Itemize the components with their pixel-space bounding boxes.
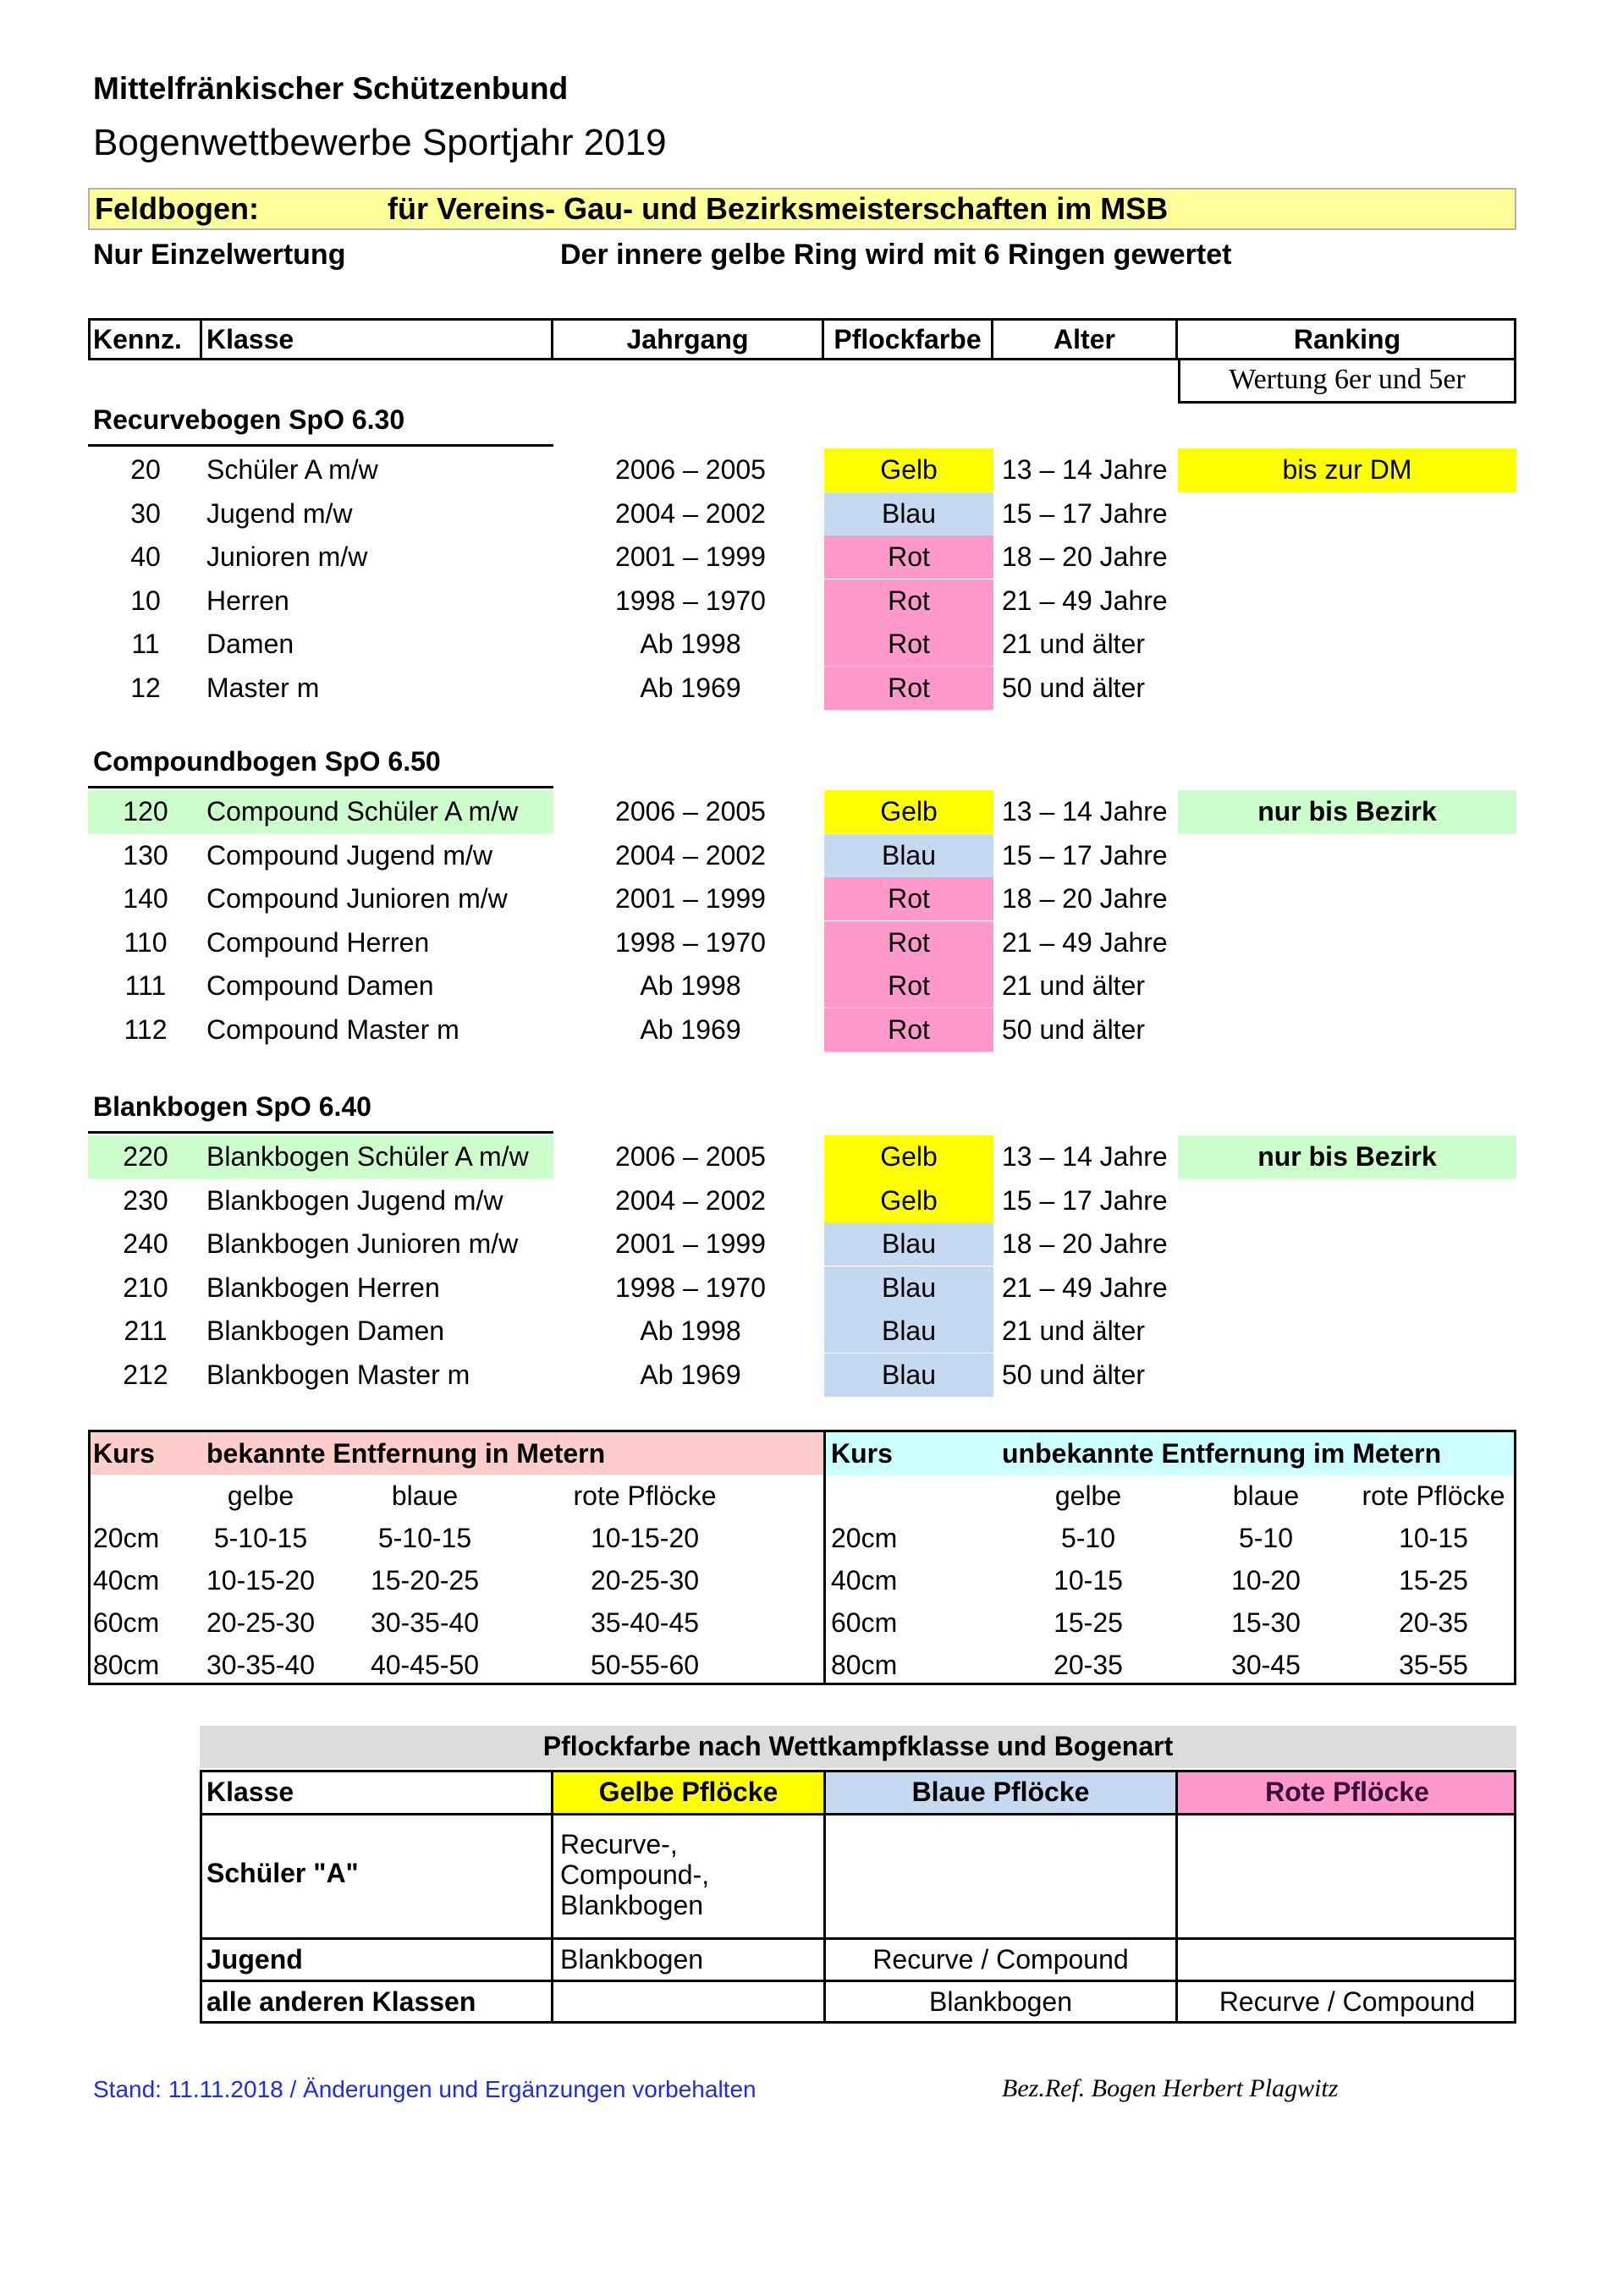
birth-years: Ab 1969 bbox=[640, 673, 741, 703]
pf-header-gelb: Gelbe Pflöcke bbox=[598, 1777, 778, 1807]
header-alter: Alter bbox=[1054, 324, 1115, 354]
distance-value: 5-10-15 bbox=[377, 1523, 472, 1553]
document-title: Bogenwettbewerbe Sportjahr 2019 bbox=[93, 122, 667, 163]
pf-row-rot: Recurve / Compound bbox=[1219, 1986, 1476, 2017]
class-name: Compound Jugend m/w bbox=[206, 840, 492, 871]
header-klasse: Klasse bbox=[206, 324, 294, 354]
birth-years: 2006 – 2005 bbox=[615, 454, 766, 485]
header-kennz: Kennz. bbox=[93, 324, 182, 354]
table-row bbox=[0, 448, 1623, 492]
distance-value: 20-25-30 bbox=[590, 1565, 700, 1596]
pf-header-klasse: Klasse bbox=[206, 1777, 294, 1807]
kurs-col-header: blaue bbox=[391, 1480, 459, 1511]
kurs-title: bekannte Entfernung in Metern bbox=[206, 1438, 606, 1469]
age-range: 21 und älter bbox=[1002, 629, 1146, 659]
peg-color-cell: Blau bbox=[824, 1354, 993, 1397]
ranking-note: nur bis Bezirk bbox=[1178, 790, 1516, 833]
peg-color-cell: Rot bbox=[824, 964, 993, 1008]
target-size: 60cm bbox=[93, 1607, 160, 1638]
age-range: 50 und älter bbox=[1002, 1359, 1146, 1390]
peg-color-cell: Rot bbox=[824, 536, 993, 579]
birth-years: 2001 – 1999 bbox=[615, 883, 766, 914]
kurs-col-header: rote Pflöcke bbox=[1362, 1480, 1505, 1511]
class-code: 130 bbox=[123, 840, 168, 871]
class-code: 12 bbox=[130, 673, 161, 703]
class-name: Blankbogen Schüler A m/w bbox=[206, 1141, 529, 1172]
age-range: 21 und älter bbox=[1002, 1316, 1146, 1346]
ring-note: Der innere gelbe Ring wird mit 6 Ringen gewertet bbox=[560, 239, 1232, 271]
age-range: 15 – 17 Jahre bbox=[1002, 1185, 1168, 1216]
age-range: 18 – 20 Jahre bbox=[1002, 541, 1168, 572]
table-row bbox=[0, 834, 1623, 877]
target-size: 60cm bbox=[831, 1607, 898, 1638]
distance-value: 50-55-60 bbox=[590, 1650, 700, 1680]
distance-value: 30-35-40 bbox=[370, 1607, 480, 1638]
pflock-table-title: Pflockfarbe nach Wettkampfklasse und Bogenart bbox=[542, 1731, 1174, 1761]
birth-years: 2006 – 2005 bbox=[615, 1141, 766, 1172]
peg-color-cell: Gelb bbox=[824, 1135, 993, 1178]
peg-color-cell: Blau bbox=[824, 1222, 993, 1266]
target-size: 40cm bbox=[93, 1565, 160, 1596]
pf-col-divider bbox=[823, 1770, 826, 2024]
kurs-col-header: gelbe bbox=[227, 1480, 294, 1511]
distance-value: 10-20 bbox=[1231, 1565, 1301, 1596]
header-jahrgang: Jahrgang bbox=[626, 324, 749, 354]
kurs-label: Kurs bbox=[831, 1438, 893, 1469]
distance-value: 10-15 bbox=[1054, 1565, 1123, 1596]
birth-years: 1998 – 1970 bbox=[615, 927, 766, 958]
col-divider bbox=[200, 318, 202, 360]
distance-value: 30-45 bbox=[1231, 1650, 1301, 1680]
table-row bbox=[0, 623, 1623, 666]
section-title: Recurvebogen SpO 6.30 bbox=[93, 404, 405, 435]
distance-value: 20-25-30 bbox=[206, 1607, 316, 1638]
table-row bbox=[0, 536, 1623, 579]
table-row bbox=[0, 1008, 1623, 1052]
class-name: Jugend m/w bbox=[206, 498, 353, 529]
birth-years: 1998 – 1970 bbox=[615, 585, 766, 616]
header-pflockfarbe: Pflockfarbe bbox=[834, 324, 982, 354]
peg-color-cell: Rot bbox=[824, 1008, 993, 1052]
distance-value: 15-25 bbox=[1399, 1565, 1468, 1596]
class-name: Blankbogen Jugend m/w bbox=[206, 1185, 503, 1216]
pf-row-divider bbox=[200, 1813, 1516, 1815]
class-name: Compound Damen bbox=[206, 970, 434, 1001]
peg-color-cell: Gelb bbox=[824, 448, 993, 492]
class-code: 211 bbox=[124, 1316, 168, 1346]
table-row bbox=[0, 877, 1623, 920]
table-row bbox=[0, 1310, 1623, 1353]
age-range: 50 und älter bbox=[1002, 1014, 1146, 1045]
birth-years: 2001 – 1999 bbox=[615, 1228, 766, 1259]
distance-value: 5-10 bbox=[1060, 1523, 1116, 1553]
distance-value: 30-35-40 bbox=[206, 1650, 316, 1680]
pf-col-divider bbox=[551, 1770, 553, 2024]
kurs-label: Kurs bbox=[93, 1438, 155, 1469]
table-row bbox=[0, 492, 1623, 536]
age-range: 13 – 14 Jahre bbox=[1002, 796, 1168, 827]
distance-value: 15-20-25 bbox=[370, 1565, 480, 1596]
header-ranking: Ranking bbox=[1293, 324, 1401, 354]
target-size: 20cm bbox=[831, 1523, 898, 1553]
age-range: 13 – 14 Jahre bbox=[1002, 454, 1168, 485]
birth-years: 2001 – 1999 bbox=[615, 541, 766, 572]
distance-value: 5-10 bbox=[1238, 1523, 1294, 1553]
table-row bbox=[0, 964, 1623, 1008]
section-title: Compoundbogen SpO 6.50 bbox=[93, 746, 441, 777]
age-range: 18 – 20 Jahre bbox=[1002, 883, 1168, 914]
section-underline bbox=[88, 786, 553, 788]
peg-color-cell: Gelb bbox=[824, 790, 993, 833]
class-code: 220 bbox=[123, 1141, 168, 1172]
kurs-title: unbekannte Entfernung im Metern bbox=[1002, 1438, 1442, 1469]
age-range: 21 – 49 Jahre bbox=[1002, 1272, 1168, 1303]
pf-row-divider bbox=[200, 1980, 1516, 1982]
peg-color-cell: Blau bbox=[824, 1310, 993, 1353]
stand-note: Stand: 11.11.2018 / Änderungen und Ergänzungen vorbehalten bbox=[93, 2076, 756, 2102]
distance-value: 15-30 bbox=[1231, 1607, 1301, 1638]
peg-color-cell: Rot bbox=[824, 667, 993, 710]
table-row bbox=[0, 1135, 1623, 1178]
pflock-table bbox=[200, 1770, 1516, 2024]
feldbogen-subtitle: für Vereins- Gau- und Bezirksmeisterschaften im MSB bbox=[388, 191, 1169, 226]
table-row bbox=[0, 1266, 1623, 1310]
age-range: 13 – 14 Jahre bbox=[1002, 1141, 1168, 1172]
pf-row-gelb: Compound-, bbox=[560, 1859, 710, 1890]
ranking-note: nur bis Bezirk bbox=[1178, 1135, 1516, 1178]
pf-row-gelb: Blankbogen bbox=[560, 1890, 704, 1920]
peg-color-cell: Blau bbox=[824, 834, 993, 877]
signature: Bez.Ref. Bogen Herbert Plagwitz bbox=[1002, 2074, 1339, 2102]
distance-table-divider bbox=[823, 1430, 826, 1685]
kurs-col-header: blaue bbox=[1232, 1480, 1300, 1511]
table-row bbox=[0, 667, 1623, 710]
age-range: 50 und älter bbox=[1002, 673, 1146, 703]
class-code: 110 bbox=[124, 927, 168, 958]
table-row bbox=[0, 790, 1623, 833]
peg-color-cell: Rot bbox=[824, 623, 993, 666]
target-size: 20cm bbox=[93, 1523, 160, 1553]
class-code: 230 bbox=[123, 1185, 168, 1216]
class-code: 20 bbox=[130, 454, 161, 485]
table-row bbox=[0, 579, 1623, 623]
distance-value: 5-10-15 bbox=[213, 1523, 308, 1553]
age-range: 21 und älter bbox=[1002, 970, 1146, 1001]
class-code: 11 bbox=[131, 629, 160, 659]
target-size: 80cm bbox=[831, 1650, 898, 1680]
target-size: 80cm bbox=[93, 1650, 160, 1680]
pf-row-klasse: Schüler "A" bbox=[206, 1858, 359, 1888]
section-underline bbox=[88, 1131, 553, 1134]
table-row bbox=[0, 1179, 1623, 1222]
pf-row-gelb: Blankbogen bbox=[560, 1944, 704, 1975]
age-range: 18 – 20 Jahre bbox=[1002, 1228, 1168, 1259]
peg-color-cell: Rot bbox=[824, 921, 993, 964]
peg-color-cell: Rot bbox=[824, 579, 993, 623]
birth-years: 2006 – 2005 bbox=[615, 796, 766, 827]
pf-row-gelb: Recurve-, bbox=[560, 1829, 678, 1859]
class-code: 140 bbox=[123, 883, 168, 914]
class-name: Blankbogen Junioren m/w bbox=[206, 1228, 519, 1259]
ranking-note: bis zur DM bbox=[1178, 448, 1516, 492]
class-name: Compound Master m bbox=[206, 1014, 459, 1045]
pf-row-klasse: alle anderen Klassen bbox=[206, 1986, 476, 2017]
birth-years: Ab 1969 bbox=[640, 1359, 741, 1390]
class-code: 240 bbox=[123, 1228, 168, 1259]
peg-color-cell: Blau bbox=[824, 1266, 993, 1310]
target-size: 40cm bbox=[831, 1565, 898, 1596]
class-code: 212 bbox=[123, 1359, 168, 1390]
class-name: Blankbogen Damen bbox=[206, 1316, 445, 1346]
class-code: 30 bbox=[130, 498, 161, 529]
birth-years: Ab 1998 bbox=[640, 970, 741, 1001]
pf-row-klasse: Jugend bbox=[206, 1944, 303, 1975]
pf-row-blau: Recurve / Compound bbox=[872, 1944, 1129, 1975]
wertung-note: Wertung 6er und 5er bbox=[1229, 364, 1466, 395]
class-code: 40 bbox=[130, 541, 161, 572]
age-range: 21 – 49 Jahre bbox=[1002, 585, 1168, 616]
class-code: 210 bbox=[123, 1272, 168, 1303]
distance-value: 35-55 bbox=[1399, 1650, 1468, 1680]
pf-col-divider bbox=[1175, 1770, 1178, 2024]
birth-years: 2004 – 2002 bbox=[615, 498, 766, 529]
peg-color-cell: Gelb bbox=[824, 1179, 993, 1222]
class-name: Blankbogen Master m bbox=[206, 1359, 470, 1390]
table-row bbox=[0, 1222, 1623, 1266]
class-code: 10 bbox=[130, 585, 161, 616]
section-title: Blankbogen SpO 6.40 bbox=[93, 1091, 371, 1122]
class-name: Master m bbox=[206, 673, 320, 703]
birth-years: Ab 1998 bbox=[640, 1316, 741, 1346]
pf-row-blau: Blankbogen bbox=[928, 1986, 1073, 2017]
age-range: 21 – 49 Jahre bbox=[1002, 927, 1168, 958]
birth-years: 1998 – 1970 bbox=[615, 1272, 766, 1303]
section-underline bbox=[88, 444, 553, 447]
age-range: 15 – 17 Jahre bbox=[1002, 498, 1168, 529]
distance-value: 20-35 bbox=[1054, 1650, 1123, 1680]
org-name: Mittelfränkischer Schützenbund bbox=[93, 71, 569, 106]
birth-years: Ab 1998 bbox=[640, 629, 741, 659]
class-code: 120 bbox=[123, 796, 168, 827]
distance-value: 20-35 bbox=[1399, 1607, 1468, 1638]
class-name: Junioren m/w bbox=[206, 541, 368, 572]
kurs-col-header: rote Pflöcke bbox=[573, 1480, 717, 1511]
distance-value: 35-40-45 bbox=[590, 1607, 700, 1638]
distance-value: 40-45-50 bbox=[370, 1650, 480, 1680]
age-range: 15 – 17 Jahre bbox=[1002, 840, 1168, 871]
birth-years: Ab 1969 bbox=[640, 1014, 741, 1045]
birth-years: 2004 – 2002 bbox=[615, 1185, 766, 1216]
distance-value: 10-15-20 bbox=[206, 1565, 316, 1596]
peg-color-cell: Rot bbox=[824, 877, 993, 920]
kurs-col-header: gelbe bbox=[1054, 1480, 1122, 1511]
class-name: Compound Junioren m/w bbox=[206, 883, 508, 914]
class-name: Compound Schüler A m/w bbox=[206, 796, 519, 827]
pf-header-blau: Blaue Pflöcke bbox=[911, 1777, 1090, 1807]
feldbogen-label: Feldbogen: bbox=[95, 191, 259, 226]
class-name: Blankbogen Herren bbox=[206, 1272, 440, 1303]
pf-row-divider bbox=[200, 1937, 1516, 1940]
distance-value: 15-25 bbox=[1054, 1607, 1123, 1638]
class-name: Herren bbox=[206, 585, 289, 616]
peg-color-cell: Blau bbox=[824, 492, 993, 536]
class-code: 111 bbox=[124, 970, 167, 1001]
table-row bbox=[0, 1354, 1623, 1397]
class-name: Schüler A m/w bbox=[206, 454, 378, 485]
distance-value: 10-15 bbox=[1399, 1523, 1468, 1553]
class-name: Damen bbox=[206, 629, 294, 659]
table-row bbox=[0, 921, 1623, 964]
pf-header-rot: Rote Pflöcke bbox=[1265, 1777, 1429, 1807]
class-code: 112 bbox=[124, 1014, 168, 1045]
class-name: Compound Herren bbox=[206, 927, 430, 958]
einzelwertung-note: Nur Einzelwertung bbox=[93, 239, 346, 271]
distance-value: 10-15-20 bbox=[590, 1523, 700, 1553]
birth-years: 2004 – 2002 bbox=[615, 840, 766, 871]
